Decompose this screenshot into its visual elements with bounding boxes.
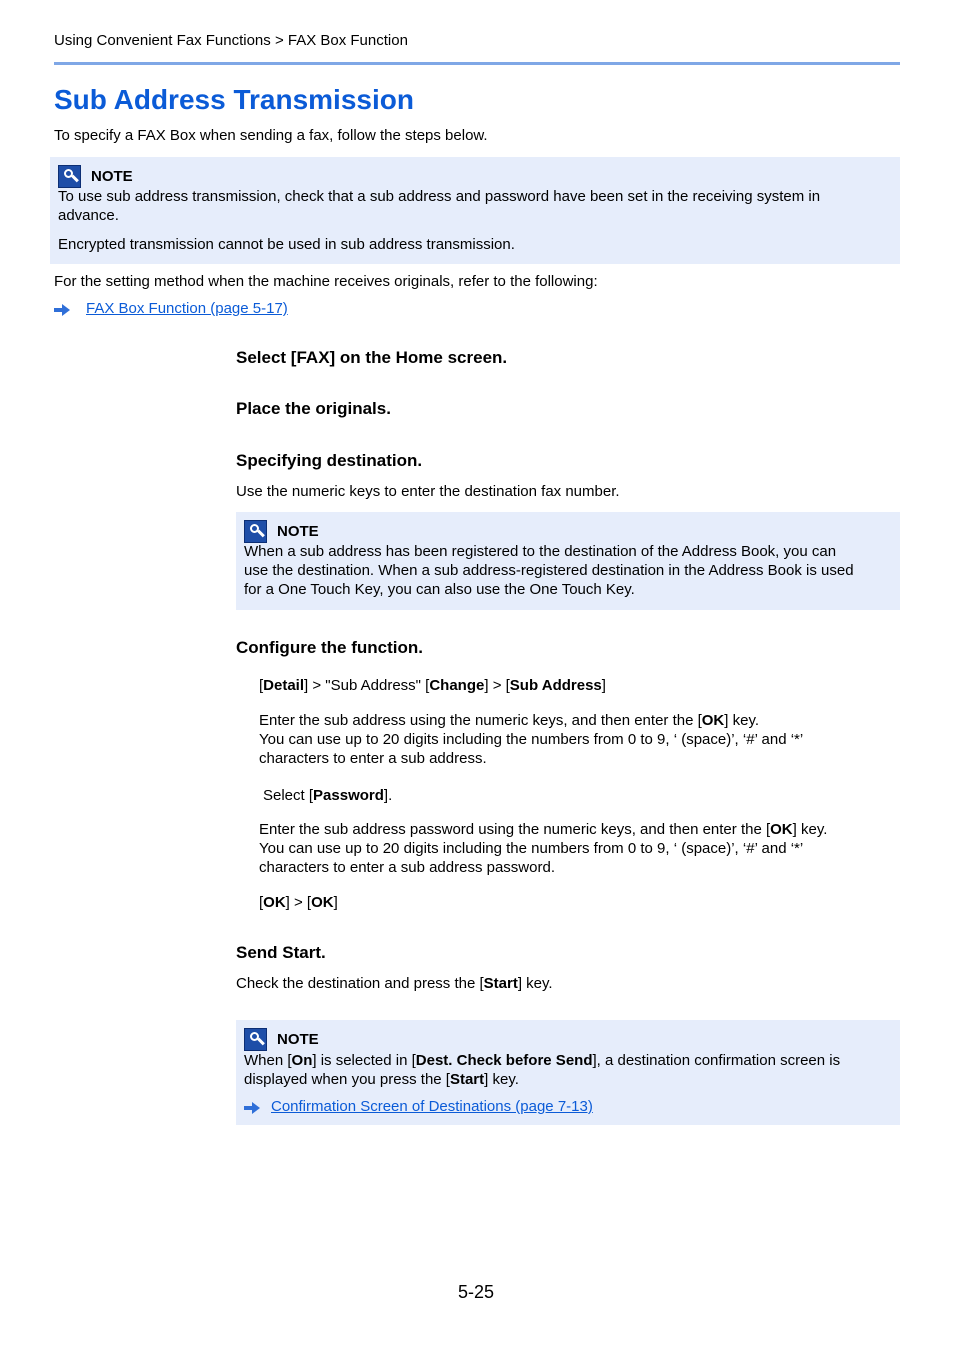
fax-box-function-link[interactable]: FAX Box Function (page 5-17) <box>86 300 288 317</box>
config-substep-3: Select [Password]. <box>263 787 393 804</box>
config-substep-4-note: You can use up to 20 digits including the numbers from 0 to 9, ‘ (space)’, ‘#’ and ‘*’ <box>259 840 804 857</box>
step-5-heading: Send Start. <box>236 943 326 962</box>
intro-text: To specify a FAX Box when sending a fax, follow the steps below. <box>54 127 488 144</box>
page-number: 5-25 <box>458 1282 495 1302</box>
note-text-line: displayed when you press the [Start] key. <box>244 1071 519 1088</box>
note-box <box>50 157 900 264</box>
step-2-heading: Place the originals. <box>236 399 391 418</box>
arrow-right-icon <box>54 304 70 316</box>
note-icon <box>244 520 267 543</box>
note-text-line: When [On] is selected in [Dest. Check before Send], a destination confirmation screen is <box>244 1052 841 1069</box>
note-heading: NOTE <box>91 168 133 185</box>
note-header <box>244 1028 319 1051</box>
step-3-description: Use the numeric keys to enter the destination fax number. <box>236 483 620 500</box>
breadcrumb: Using Convenient Fax Functions > FAX Box Function <box>54 32 408 49</box>
step-1-heading: Select [FAX] on the Home screen. <box>236 348 508 367</box>
header-rule <box>54 62 900 65</box>
config-substep-2: Enter the sub address using the numeric keys, and then enter the [OK] key. <box>259 712 759 729</box>
note-icon <box>58 165 81 188</box>
config-substep-4-note: characters to enter a sub address password. <box>259 859 555 876</box>
confirmation-screen-link[interactable]: Confirmation Screen of Destinations (page 7-13) <box>271 1098 593 1115</box>
note-icon <box>244 1028 267 1051</box>
config-substep-4: Enter the sub address password using the numeric keys, and then enter the [OK] key. <box>259 821 828 838</box>
note-box <box>236 1020 900 1125</box>
note-text-line: To use sub address transmission, check that a sub address and password have been set in the receiving system in <box>58 188 821 205</box>
note-text-line: When a sub address has been registered to the destination of the Address Book, you can <box>244 543 837 560</box>
note-box <box>236 512 900 610</box>
note-text-line: advance. <box>58 207 119 224</box>
note-heading: NOTE <box>277 523 319 540</box>
note-heading: NOTE <box>277 1031 319 1048</box>
config-substep-5: [OK] > [OK] <box>259 894 338 911</box>
refer-text: For the setting method when the machine receives originals, refer to the following: <box>54 273 598 290</box>
step-3-heading: Specifying destination. <box>236 451 423 470</box>
config-substep-2-note: characters to enter a sub address. <box>259 750 487 767</box>
step-5-description: Check the destination and press the [Start] key. <box>236 975 553 992</box>
note-text-line: use the destination. When a sub address-registered destination in the Address Book is used <box>244 562 854 579</box>
step-4-heading: Configure the function. <box>236 638 423 657</box>
arrow-right-icon <box>244 1102 260 1114</box>
page-title: Sub Address Transmission <box>54 84 414 115</box>
note-header <box>244 520 319 543</box>
note-text-line: for a One Touch Key, you can also use the One Touch Key. <box>244 581 635 598</box>
note-text-line: Encrypted transmission cannot be used in sub address transmission. <box>58 236 515 253</box>
config-substep-1: [Detail] > "Sub Address" [Change] > [Sub Address] <box>259 677 606 694</box>
note-header <box>58 165 133 188</box>
config-substep-2-note: You can use up to 20 digits including the numbers from 0 to 9, ‘ (space)’, ‘#’ and ‘*’ <box>259 731 804 748</box>
